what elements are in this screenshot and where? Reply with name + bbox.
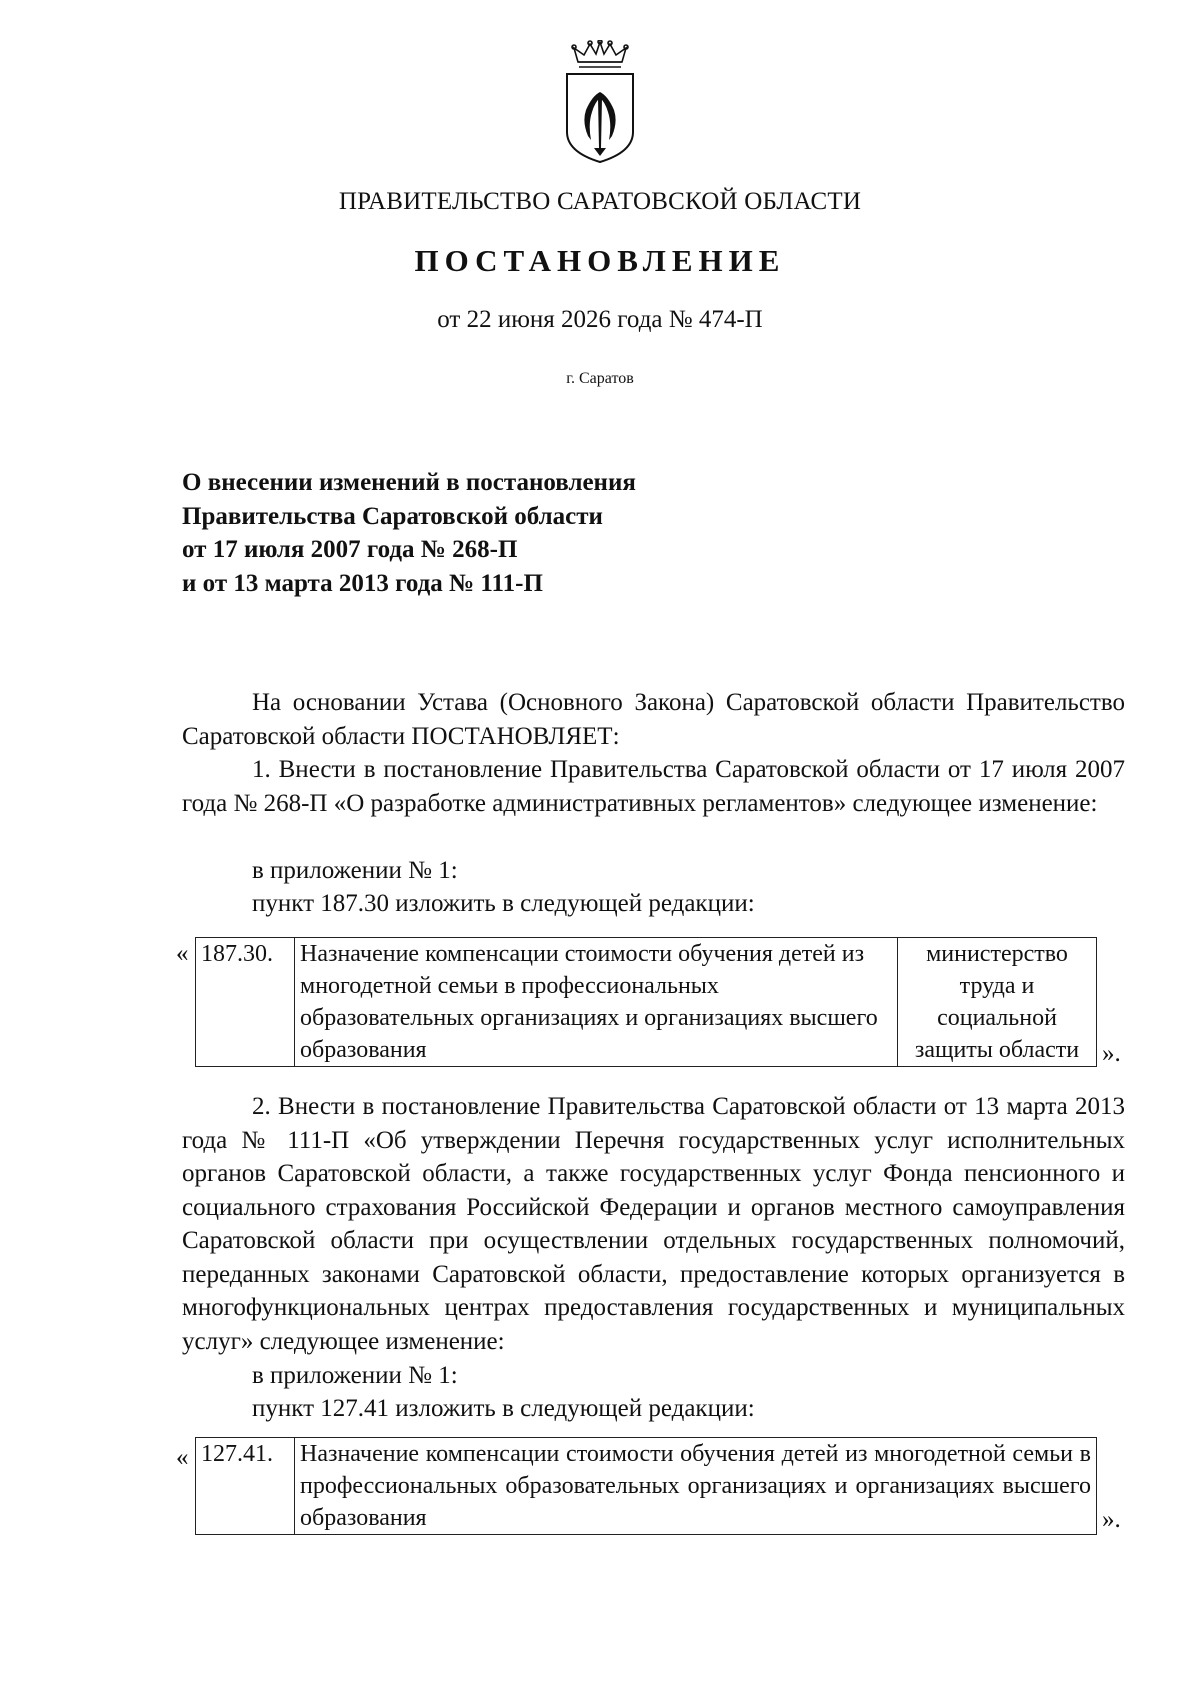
item-1-clause: пункт 187.30 изложить в следующей редакции: xyxy=(252,890,755,917)
subject-line: от 17 июля 2007 года № 268-П xyxy=(182,536,518,563)
item-1-appendix: в приложении № 1: xyxy=(252,857,458,884)
saratov-coat-of-arms-emblem xyxy=(562,40,638,165)
row-2-open-quote: « xyxy=(176,1444,189,1471)
item-2-clause: пункт 127.41 изложить в следующей редакции: xyxy=(252,1395,755,1422)
document-date-number: от 22 июня 2026 года № 474-П xyxy=(437,306,763,333)
table-row xyxy=(196,1438,1097,1535)
amendment-table-127-41 xyxy=(195,1437,1097,1535)
preamble-paragraph: На основании Устава (Основного Закона) Саратовской области Правительство Саратовской области ПОСТАНОВЛЯЕТ: xyxy=(182,689,1125,750)
item-1-paragraph: 1. Внести в постановление Правительства Саратовской области от 17 июля 2007 года № 268-П «О разработке административных регламентов» следующее изменение: xyxy=(182,756,1125,817)
amendment-table-187-30 xyxy=(195,937,1097,1067)
service-name-cell: Назначение компенсации стоимости обучения детей из многодетной семьи в профессиональных образовательных организациях и организациях высшего образования xyxy=(295,1438,1097,1535)
document-subject xyxy=(182,466,636,600)
row-2-close-quote: ». xyxy=(1102,1506,1121,1533)
service-name-cell: Назначение компенсации стоимости обучения детей из многодетной семьи в профессиональных образовательных организациях и организациях высшего образования xyxy=(295,938,898,1067)
row-1-open-quote: « xyxy=(176,940,189,967)
clause-number-cell: 187.30. xyxy=(196,938,295,1067)
subject-line: О внесении изменений в постановления xyxy=(182,469,636,496)
document-city: г. Саратов xyxy=(566,370,634,387)
item-2-paragraph: 2. Внести в постановление Правительства Саратовской области от 13 марта 2013 года № 111-П «Об утверждении Перечня государственных услуг исполнительных органов Саратовской области, а также государственных услуг Фонда пенсионного и социального страхования Российской Федерации и органов местного самоуправления Саратовской области при осуществлении отдельных государственных полномочий, переданных законами Саратовской области, предоставление которых организуется в многофункциональных центрах предоставления государственных и муниципальных услуг» следующее изменение: xyxy=(182,1093,1125,1355)
subject-line: и от 13 марта 2013 года № 111-П xyxy=(182,569,543,597)
clause-number-cell: 127.41. xyxy=(196,1438,295,1535)
row-1-close-quote: ». xyxy=(1102,1040,1121,1067)
responsible-body-cell: министерство труда и социальной защиты области xyxy=(898,938,1097,1067)
table-row xyxy=(196,938,1097,1067)
government-name: ПРАВИТЕЛЬСТВО САРАТОВСКОЙ ОБЛАСТИ xyxy=(338,188,862,215)
item-2-appendix: в приложении № 1: xyxy=(252,1362,458,1389)
document-type-title: ПОСТАНОВЛЕНИЕ xyxy=(414,243,786,278)
subject-line: Правительства Саратовской области xyxy=(182,502,603,530)
